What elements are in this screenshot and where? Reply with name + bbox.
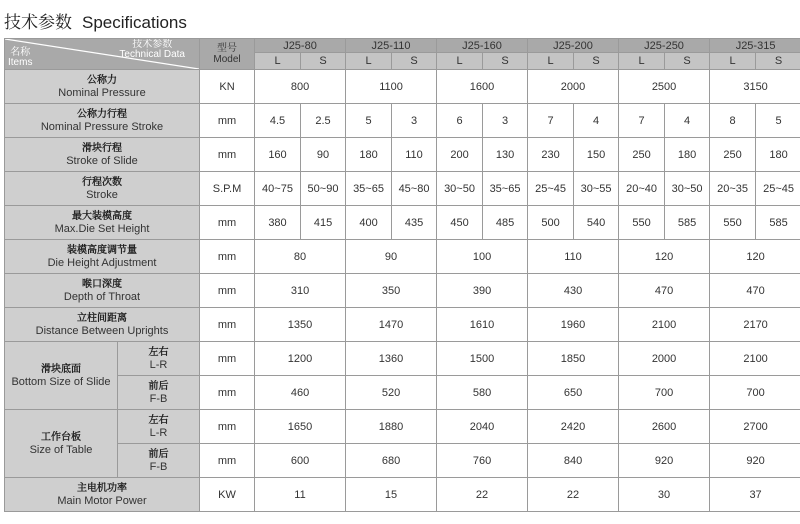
value-cell: 2100 (710, 342, 800, 376)
model-header-J25-80: J25-80 (255, 39, 346, 53)
value-cell: 1650 (255, 410, 346, 444)
sub-header-s: S (392, 53, 437, 70)
value-cell: 540 (574, 206, 619, 240)
item-depth-of-throat-zh: 喉口深度 (82, 278, 122, 290)
value-cell: 430 (528, 274, 619, 308)
value-cell: 1850 (528, 342, 619, 376)
model-header-J25-250: J25-250 (619, 39, 710, 53)
sub-header-l: L (255, 53, 301, 70)
sub-header-l: L (619, 53, 665, 70)
model-header-J25-160: J25-160 (437, 39, 528, 53)
item-main-motor-power (5, 478, 200, 512)
item-max-die-set-height-zh: 最大装模高度 (72, 210, 132, 222)
value-cell: 550 (710, 206, 756, 240)
item-size-of-table-en: Size of Table (29, 443, 93, 456)
sub-slide-fb-en: F-B (149, 392, 168, 405)
unit-cell: mm (200, 410, 255, 444)
value-cell: 485 (483, 206, 528, 240)
value-cell: 180 (665, 138, 710, 172)
unit-cell: mm (200, 138, 255, 172)
item-max-die-set-height (5, 206, 200, 240)
value-cell: 150 (574, 138, 619, 172)
value-cell: 7 (619, 104, 665, 138)
unit-cell: mm (200, 206, 255, 240)
row-nominal-pressure (5, 70, 800, 104)
value-cell: 585 (665, 206, 710, 240)
item-stroke-zh: 行程次数 (82, 176, 122, 188)
item-size-of-table-zh: 工作台板 (41, 431, 81, 443)
tech-zh: 技术参数 (132, 39, 173, 50)
model-zh: 型号 (217, 43, 237, 54)
sub-header-l: L (528, 53, 574, 70)
items-zh: 名称 (10, 47, 31, 58)
item-die-height-adjustment (5, 240, 200, 274)
value-cell: 700 (710, 376, 800, 410)
item-bottom-size-of-slide (5, 342, 118, 410)
value-cell: 2040 (437, 410, 528, 444)
value-cell: 2000 (619, 342, 710, 376)
value-cell: 120 (619, 240, 710, 274)
header-model-cell (200, 39, 255, 70)
row-table-lr (5, 410, 800, 444)
tech-en: Technical Data (119, 49, 185, 60)
unit-cell: S.P.M (200, 172, 255, 206)
value-cell: 37 (710, 478, 800, 512)
value-cell: 25~45 (528, 172, 574, 206)
value-cell: 50~90 (301, 172, 346, 206)
item-bottom-size-of-slide-en: Bottom Size of Slide (11, 375, 111, 388)
value-cell: 415 (301, 206, 346, 240)
header-tech-label (119, 40, 185, 60)
item-stroke-of-slide (5, 138, 200, 172)
value-cell: 550 (619, 206, 665, 240)
value-cell: 2600 (619, 410, 710, 444)
value-cell: 435 (392, 206, 437, 240)
value-cell: 80 (255, 240, 346, 274)
value-cell: 110 (392, 138, 437, 172)
model-header-J25-315: J25-315 (710, 39, 800, 53)
item-nominal-pressure-stroke-en: Nominal Pressure Stroke (40, 120, 164, 133)
sub-header-l: L (346, 53, 392, 70)
value-cell: 2700 (710, 410, 800, 444)
value-cell: 3 (392, 104, 437, 138)
value-cell: 2170 (710, 308, 800, 342)
value-cell: 20~40 (619, 172, 665, 206)
item-nominal-pressure-zh: 公称力 (87, 74, 117, 86)
value-cell: 1470 (346, 308, 437, 342)
value-cell: 2500 (619, 70, 710, 104)
sub-slide-fb-zh: 前后 (148, 380, 169, 392)
value-cell: 30~50 (437, 172, 483, 206)
value-cell: 30~50 (665, 172, 710, 206)
item-stroke-of-slide-zh: 滑块行程 (82, 142, 122, 154)
value-cell: 35~65 (346, 172, 392, 206)
sub-slide-lr (118, 342, 200, 376)
value-cell: 1350 (255, 308, 346, 342)
row-stroke (5, 172, 800, 206)
item-nominal-pressure-en: Nominal Pressure (58, 86, 146, 99)
sub-table-fb (118, 444, 200, 478)
row-slide-fb (5, 376, 800, 410)
value-cell: 110 (528, 240, 619, 274)
value-cell: 400 (346, 206, 392, 240)
value-cell: 920 (710, 444, 800, 478)
row-distance-between-uprights (5, 308, 800, 342)
value-cell: 840 (528, 444, 619, 478)
value-cell: 2.5 (301, 104, 346, 138)
value-cell: 11 (255, 478, 346, 512)
value-cell: 1200 (255, 342, 346, 376)
sub-header-s: S (301, 53, 346, 70)
unit-cell: mm (200, 342, 255, 376)
value-cell: 390 (437, 274, 528, 308)
value-cell: 5 (346, 104, 392, 138)
sub-slide-lr-zh: 左右 (148, 346, 169, 358)
value-cell: 160 (255, 138, 301, 172)
value-cell: 40~75 (255, 172, 301, 206)
model-en: Model (213, 54, 241, 65)
row-nominal-pressure-stroke (5, 104, 800, 138)
value-cell: 30~55 (574, 172, 619, 206)
value-cell: 22 (528, 478, 619, 512)
value-cell: 1360 (346, 342, 437, 376)
value-cell: 4.5 (255, 104, 301, 138)
value-cell: 580 (437, 376, 528, 410)
sub-header-s: S (756, 53, 800, 70)
item-nominal-pressure-stroke (5, 104, 200, 138)
unit-cell: KN (200, 70, 255, 104)
value-cell: 120 (710, 240, 800, 274)
value-cell: 1960 (528, 308, 619, 342)
value-cell: 25~45 (756, 172, 800, 206)
value-cell: 460 (255, 376, 346, 410)
item-nominal-pressure (5, 70, 200, 104)
header-row-models (5, 39, 800, 53)
value-cell: 100 (437, 240, 528, 274)
item-die-height-adjustment-zh: 装模高度调节量 (67, 244, 137, 256)
value-cell: 520 (346, 376, 437, 410)
value-cell: 2000 (528, 70, 619, 104)
value-cell: 350 (346, 274, 437, 308)
item-bottom-size-of-slide-zh: 滑块底面 (41, 363, 81, 375)
value-cell: 310 (255, 274, 346, 308)
item-max-die-set-height-en: Max.Die Set Height (54, 222, 150, 235)
page-title (4, 8, 187, 33)
value-cell: 4 (665, 104, 710, 138)
value-cell: 1500 (437, 342, 528, 376)
sub-header-l: L (437, 53, 483, 70)
row-depth-of-throat (5, 274, 800, 308)
value-cell: 1600 (437, 70, 528, 104)
value-cell: 650 (528, 376, 619, 410)
model-header-J25-200: J25-200 (528, 39, 619, 53)
sub-header-l: L (710, 53, 756, 70)
specifications-table (4, 38, 800, 512)
value-cell: 760 (437, 444, 528, 478)
unit-cell: mm (200, 308, 255, 342)
sub-table-fb-zh: 前后 (148, 448, 169, 460)
item-distance-between-uprights (5, 308, 200, 342)
value-cell: 470 (619, 274, 710, 308)
value-cell: 45~80 (392, 172, 437, 206)
value-cell: 35~65 (483, 172, 528, 206)
value-cell: 920 (619, 444, 710, 478)
value-cell: 8 (710, 104, 756, 138)
value-cell: 7 (528, 104, 574, 138)
value-cell: 90 (301, 138, 346, 172)
value-cell: 500 (528, 206, 574, 240)
item-main-motor-power-zh: 主电机功率 (77, 482, 127, 494)
value-cell: 15 (346, 478, 437, 512)
row-slide-lr (5, 342, 800, 376)
value-cell: 180 (756, 138, 800, 172)
unit-cell: mm (200, 376, 255, 410)
item-main-motor-power-en: Main Motor Power (57, 494, 147, 507)
value-cell: 585 (756, 206, 800, 240)
header-items-label (8, 48, 32, 68)
sub-header-s: S (483, 53, 528, 70)
row-die-height-adjustment (5, 240, 800, 274)
value-cell: 2100 (619, 308, 710, 342)
value-cell: 230 (528, 138, 574, 172)
unit-cell: KW (200, 478, 255, 512)
sub-header-s: S (665, 53, 710, 70)
item-nominal-pressure-stroke-zh: 公称力行程 (77, 108, 127, 120)
value-cell: 1880 (346, 410, 437, 444)
sub-header-s: S (574, 53, 619, 70)
value-cell: 700 (619, 376, 710, 410)
value-cell: 250 (619, 138, 665, 172)
value-cell: 200 (437, 138, 483, 172)
value-cell: 90 (346, 240, 437, 274)
unit-cell: mm (200, 444, 255, 478)
value-cell: 3 (483, 104, 528, 138)
item-stroke-en: Stroke (86, 188, 118, 201)
item-distance-between-uprights-en: Distance Between Uprights (35, 324, 169, 337)
item-stroke (5, 172, 200, 206)
value-cell: 600 (255, 444, 346, 478)
value-cell: 800 (255, 70, 346, 104)
model-header-J25-110: J25-110 (346, 39, 437, 53)
value-cell: 3150 (710, 70, 800, 104)
unit-cell: mm (200, 240, 255, 274)
unit-cell: mm (200, 274, 255, 308)
value-cell: 4 (574, 104, 619, 138)
item-die-height-adjustment-en: Die Height Adjustment (47, 256, 157, 269)
row-table-fb (5, 444, 800, 478)
value-cell: 130 (483, 138, 528, 172)
value-cell: 1610 (437, 308, 528, 342)
value-cell: 1100 (346, 70, 437, 104)
items-en: Items (8, 57, 33, 68)
header-corner-cell (5, 39, 200, 70)
value-cell: 250 (710, 138, 756, 172)
value-cell: 2420 (528, 410, 619, 444)
row-stroke-of-slide (5, 138, 800, 172)
value-cell: 380 (255, 206, 301, 240)
value-cell: 5 (756, 104, 800, 138)
value-cell: 180 (346, 138, 392, 172)
sub-table-fb-en: F-B (149, 460, 168, 473)
value-cell: 30 (619, 478, 710, 512)
item-stroke-of-slide-en: Stroke of Slide (66, 154, 138, 167)
sub-slide-fb (118, 376, 200, 410)
sub-slide-lr-en: L-R (149, 358, 168, 371)
item-size-of-table (5, 410, 118, 478)
value-cell: 22 (437, 478, 528, 512)
value-cell: 6 (437, 104, 483, 138)
title-zh: 技术参数 (4, 13, 72, 33)
value-cell: 470 (710, 274, 800, 308)
sub-table-lr (118, 410, 200, 444)
value-cell: 20~35 (710, 172, 756, 206)
row-max-die-set-height (5, 206, 800, 240)
unit-cell: mm (200, 104, 255, 138)
sub-table-lr-zh: 左右 (148, 414, 169, 426)
value-cell: 450 (437, 206, 483, 240)
item-depth-of-throat (5, 274, 200, 308)
item-depth-of-throat-en: Depth of Throat (63, 290, 141, 303)
title-en: Specifications (82, 13, 187, 32)
sub-table-lr-en: L-R (149, 426, 168, 439)
item-distance-between-uprights-zh: 立柱间距离 (77, 312, 127, 324)
row-main-motor-power (5, 478, 800, 512)
value-cell: 680 (346, 444, 437, 478)
